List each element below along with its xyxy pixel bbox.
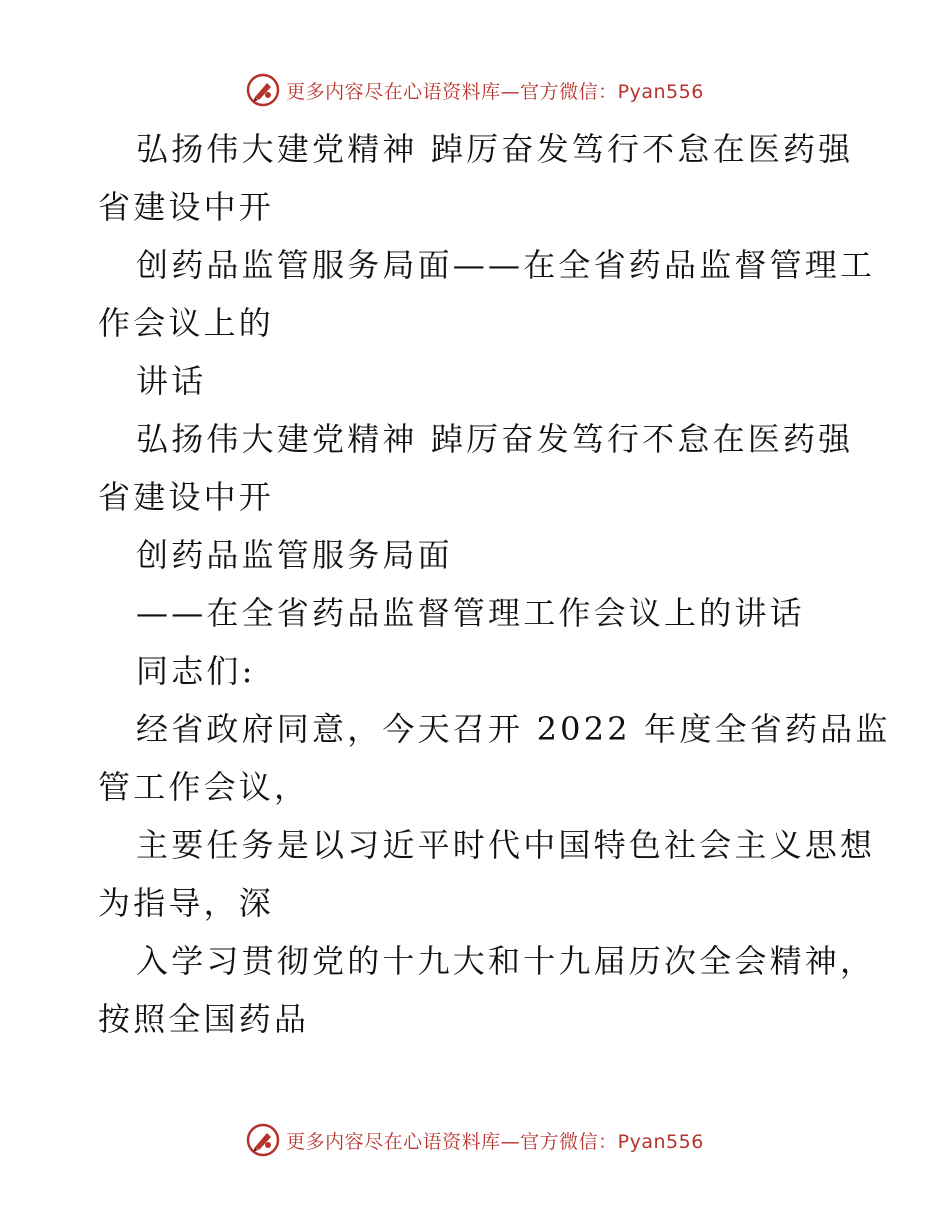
text-line-4: 作会议上的 [98,304,275,342]
document-body [98,120,891,1048]
footer-banner-text: 更多内容尽在心语资料库—官方微信：Pyan556 [286,1130,704,1153]
text-line-6: 弘扬伟大建党精神 踔厉奋发笃行不怠在医药强 [136,420,854,458]
text-line-2: 省建设中开 [98,188,275,226]
pen-nib-logo-icon [246,1123,280,1157]
header-banner-text: 更多内容尽在心语资料库—官方微信：Pyan556 [286,80,704,103]
text-line-10: 同志们: [136,652,256,690]
text-line-15: 入学习贯彻党的十九大和十九届历次全会精神， [136,942,876,980]
text-line-11: 经省政府同意，今天召开 2022 年度全省药品监 [136,710,891,748]
pen-nib-logo-icon [246,73,280,107]
text-line-9: ——在全省药品监督管理工作会议上的讲话 [136,594,805,632]
text-line-5: 讲话 [136,362,207,400]
footer-banner [0,1120,950,1160]
text-line-3: 创药品监管服务局面——在全省药品监督管理工 [136,246,876,284]
header-banner-inner [246,73,704,107]
text-line-7: 省建设中开 [98,478,275,516]
text-line-14: 为指导，深 [98,884,275,922]
text-line-13: 主要任务是以习近平时代中国特色社会主义思想 [136,826,876,864]
footer-banner-inner [246,1123,704,1157]
text-line-8: 创药品监管服务局面 [136,536,453,574]
header-banner [0,70,950,110]
text-line-1: 弘扬伟大建党精神 踔厉奋发笃行不怠在医药强 [136,130,854,168]
text-line-12: 管工作会议， [98,768,310,806]
text-line-16: 按照全国药品 [98,1000,310,1038]
